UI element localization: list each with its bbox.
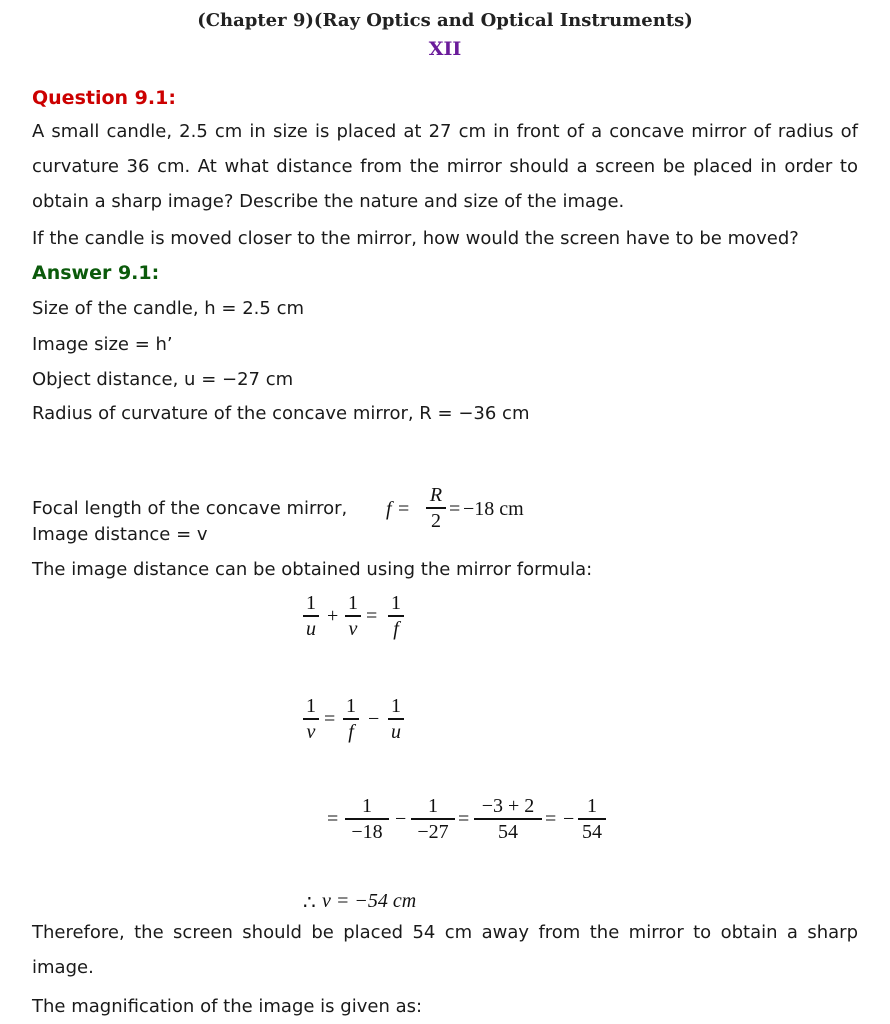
- eq2-frac-1-over-v: [303, 695, 319, 743]
- fraction-bar: [388, 615, 404, 617]
- fraction-bar: [411, 818, 455, 820]
- numerator: 1: [362, 795, 372, 817]
- numerator: 1: [587, 795, 597, 817]
- radius-line: Radius of curvature of the concave mirror, R = −36 cm: [32, 403, 530, 424]
- fraction-bar: [303, 718, 319, 720]
- eq2-frac-1-over-f: [343, 695, 359, 743]
- eq3-equals-2: =: [458, 808, 470, 830]
- magnification-intro: The magnification of the image is given as:: [32, 996, 423, 1017]
- focal-eq-2: =: [449, 498, 461, 520]
- focal-fraction-bar: [426, 507, 446, 509]
- numerator: 1: [391, 592, 401, 614]
- eq3-frac-1-over-neg27: [411, 795, 455, 843]
- denominator: u: [306, 617, 316, 640]
- object-distance-line: Object distance, u = −27 cm: [32, 369, 294, 390]
- numerator: −3 + 2: [481, 795, 535, 817]
- question-followup: If the candle is moved closer to the mirror, how would the screen have to be moved?: [32, 228, 799, 249]
- conclusion-text: Therefore, the screen should be placed 54 cm away from the mirror to obtain a sharp image.: [32, 922, 858, 978]
- eq3-equals-1: =: [327, 808, 339, 830]
- chapter-title: (Chapter 9)(Ray Optics and Optical Instruments): [197, 10, 693, 31]
- focal-f-symbol: f: [386, 498, 392, 520]
- focal-result: −18 cm: [463, 498, 524, 520]
- fraction-bar: [474, 818, 542, 820]
- eq3-equals-3: =: [545, 808, 557, 830]
- denominator: −18: [351, 820, 383, 843]
- denominator: f: [348, 720, 354, 743]
- image-distance-line: Image distance = v: [32, 524, 208, 545]
- eq1-frac-1-over-v: [345, 592, 361, 640]
- eq3-frac-1-over-54: [578, 795, 606, 843]
- numerator: 1: [306, 592, 316, 614]
- denominator: 54: [582, 820, 602, 843]
- v-result: v = −54 cm: [322, 890, 417, 912]
- focal-fraction-numerator: R: [429, 484, 443, 506]
- fraction-bar: [345, 615, 361, 617]
- numerator: 1: [348, 592, 358, 614]
- eq1-plus: +: [327, 605, 339, 627]
- numerator: 1: [306, 695, 316, 717]
- denominator: −27: [417, 820, 449, 843]
- denominator: u: [391, 720, 401, 743]
- question-heading: Question 9.1:: [32, 87, 176, 109]
- numerator: 1: [391, 695, 401, 717]
- formula-intro: The image distance can be obtained using the mirror formula:: [32, 559, 593, 580]
- focal-fraction: [426, 484, 446, 532]
- fraction-bar: [388, 718, 404, 720]
- class-label: XII: [428, 38, 462, 60]
- eq1-equals: =: [366, 605, 378, 627]
- answer-heading: Answer 9.1:: [32, 262, 160, 284]
- eq3-negative-sign: −: [563, 808, 575, 830]
- denominator: 54: [498, 820, 518, 843]
- therefore-symbol: ∴: [303, 892, 316, 914]
- eq3-frac-sum-over-54: [474, 795, 542, 843]
- denominator: f: [393, 617, 399, 640]
- fraction-bar: [303, 615, 319, 617]
- image-size-line: Image size = h’: [32, 334, 173, 355]
- eq2-minus: −: [368, 708, 380, 730]
- eq1-frac-1-over-f: [388, 592, 404, 640]
- question-text: A small candle, 2.5 cm in size is placed at 27 cm in front of a concave mirror of radius of curvature 36 cm. At what distance from the mirror should a screen be placed in order to obtain a sharp image? Describe the nature and size of the image.: [32, 121, 858, 212]
- numerator: 1: [428, 795, 438, 817]
- focal-fraction-denominator: 2: [431, 509, 441, 532]
- focal-length-label: Focal length of the concave mirror,: [32, 498, 348, 519]
- eq2-equals: =: [324, 708, 336, 730]
- fraction-bar: [343, 718, 359, 720]
- focal-eq-1: =: [398, 498, 410, 520]
- eq1-frac-1-over-u: [303, 592, 319, 640]
- numerator: 1: [346, 695, 356, 717]
- denominator: v: [348, 617, 358, 640]
- eq2-frac-1-over-u: [388, 695, 404, 743]
- fraction-bar: [578, 818, 606, 820]
- candle-size-line: Size of the candle, h = 2.5 cm: [32, 298, 304, 319]
- eq3-frac-1-over-neg18: [345, 795, 389, 843]
- eq3-minus: −: [395, 808, 407, 830]
- fraction-bar: [345, 818, 389, 820]
- denominator: v: [306, 720, 316, 743]
